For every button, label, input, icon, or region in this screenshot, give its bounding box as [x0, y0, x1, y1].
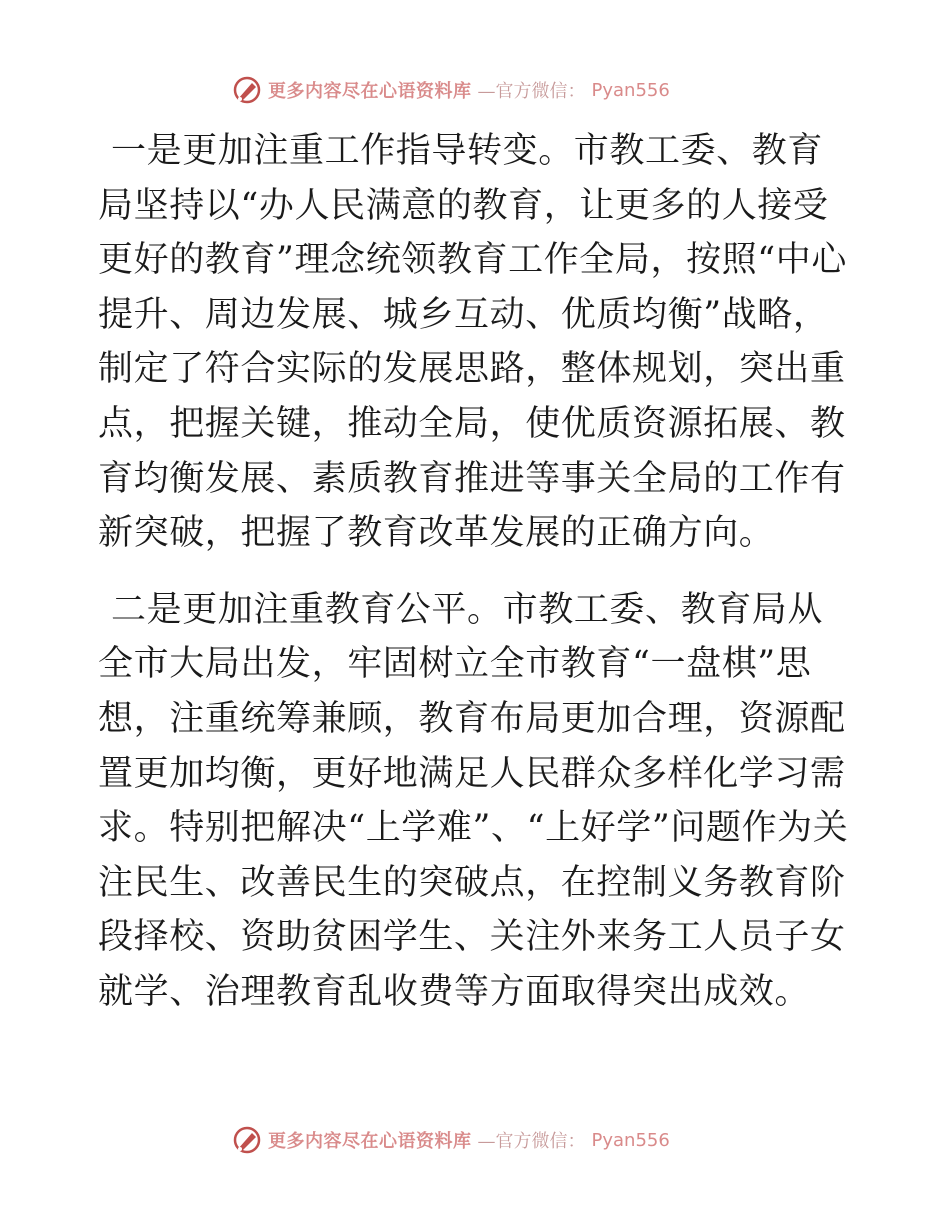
pen-logo-icon	[232, 75, 262, 105]
paragraph-2: 二是更加注重教育公平。市教工委、教育局从全市大局出发，牢固树立全市教育“一盘棋”思想，注重统筹兼顾，教育布局更加合理，资源配置更加均衡，更好地满足人民群众多样化学习需求。特别把解决“上学难”、“上好学”问题作为关注民生、改善民生的突破点，在控制义务教育阶段择校、资助贫困学生、关注外来务工人员子女就学、治理教育乱收费等方面取得突出成效。	[98, 589, 849, 1012]
paragraph-1: 一是更加注重工作指导转变。市教工委、教育局坚持以“办人民满意的教育，让更多的人接受更好的教育”理念统领教育工作全局，按照“中心提升、周边发展、城乡互动、优质均衡”战略，制定了符合实际的发展思路，整体规划，突出重点，把握关键，推动全局，使优质资源拓展、教育均衡发展、素质教育推进等事关全局的工作有新突破，把握了教育改革发展的正确方向。	[98, 131, 847, 554]
watermark-wechat-id: Pyan556	[591, 1129, 670, 1151]
header-watermark	[232, 73, 670, 107]
watermark-sub-text: —官方微信：	[477, 81, 586, 102]
watermark-sub-text: —官方微信：	[477, 1131, 586, 1152]
watermark-main-text: 更多内容尽在心语资料库	[268, 81, 472, 102]
watermark-wechat-id: Pyan556	[591, 79, 670, 101]
watermark-main-text: 更多内容尽在心语资料库	[268, 1131, 472, 1152]
document-body	[98, 124, 858, 1020]
pen-logo-icon	[232, 1125, 262, 1155]
footer-watermark	[232, 1123, 670, 1157]
